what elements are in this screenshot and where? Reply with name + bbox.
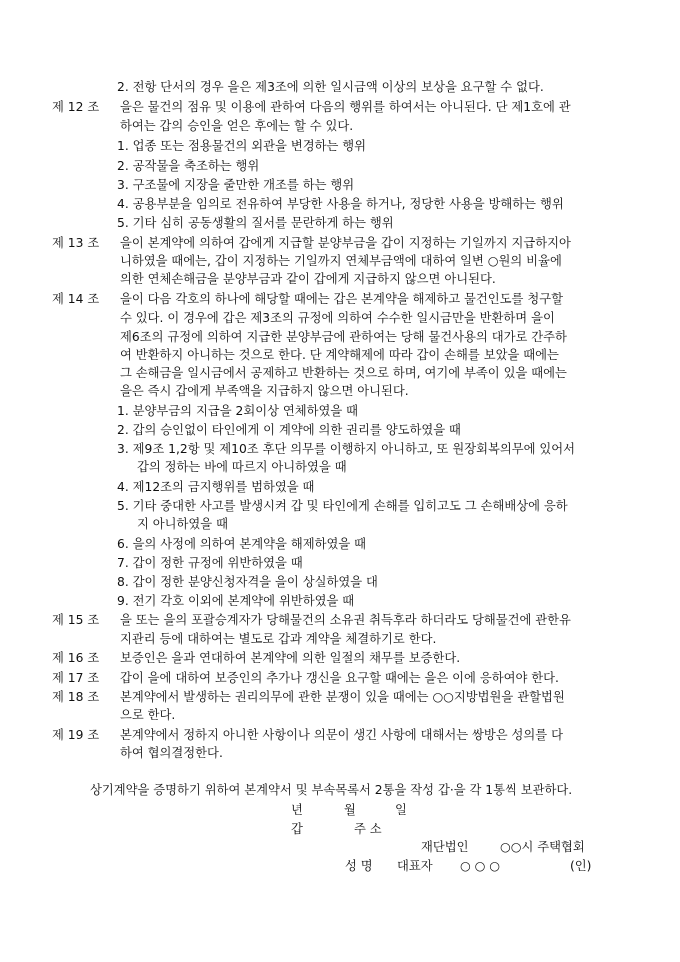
article-14-line: 을은 즉시 갑에게 부족액을 지급하지 않으면 아니된다. (120, 384, 409, 398)
foundation-label: 재단법인 (421, 840, 469, 854)
article-16-label: 제 16 조 (52, 651, 100, 665)
article-15-label: 제 15 조 (52, 613, 100, 627)
article-15-line: 지관리 등에 대하여는 별도로 갑과 계약을 체결하기로 한다. (120, 632, 437, 646)
article-14-label: 제 14 조 (52, 292, 100, 306)
name-label: 성 명 (345, 859, 373, 873)
address-label: 주 소 (354, 822, 382, 836)
article-14-item: 2. 갑의 승인없이 타인에게 이 계약에 의한 권리를 양도하였을 때 (117, 423, 461, 437)
article-14-item: 6. 을의 사정에 의하여 본계약을 해제하였을 때 (117, 537, 367, 551)
party-label: 갑 (291, 822, 303, 836)
article-14-item-continuation: 갑의 정하는 바에 따르지 아니하였을 때 (137, 460, 347, 474)
date-year-label: 년 (291, 803, 303, 817)
article-12-line-2: 하여는 갑의 승인을 얻은 후에는 할 수 있다. (120, 119, 354, 133)
seal-mark: (인) (570, 859, 592, 873)
article-14-item: 7. 갑이 정한 규정에 위반하였을 때 (117, 556, 303, 570)
article-14-item: 5. 기타 중대한 사고를 발생시켜 갑 및 타인에게 손해를 입히고도 그 손해배상에 응하 (117, 499, 568, 513)
article-12-item: 3. 구조물에 지장을 줄만한 개조를 하는 행위 (117, 178, 355, 192)
article-12-item: 4. 공용부분을 임의로 전유하여 부당한 사용을 하거나, 정당한 사용을 방해하는 행위 (117, 197, 564, 211)
article-19-label: 제 19 조 (52, 728, 100, 742)
article-13-label: 제 13 조 (52, 236, 100, 250)
article-13-line: 을이 본계약에 의하여 갑에게 지급할 분양부금을 갑이 지정하는 기일까지 지급하지아 (120, 236, 571, 250)
foundation-name: ○○시 주택협회 (500, 840, 585, 854)
article-14-line: 여 반환하지 아니하는 것으로 한다. 단 계약해제에 따라 갑이 손해를 보았을 때에는 (120, 348, 559, 362)
article-19-line: 하여 협의결정한다. (120, 746, 223, 760)
article-14-line: 수 있다. 이 경우에 갑은 제3조의 규정에 의하여 수수한 일시금만을 반환하며 을이 (120, 311, 555, 325)
article-12-line-1: 을은 물건의 점유 및 이용에 관하여 다음의 행위를 하여서는 아니된다. 단 제1호에 관 (120, 100, 571, 114)
closing-statement: 상기계약을 증명하기 위하여 본계약서 및 부속목록서 2통을 작성 갑·을 각 1통씩 보관하다. (90, 783, 573, 797)
article-14-line: 을이 다음 각호의 하나에 해당할 때에는 갑은 본계약을 해제하고 물건인도를 청구할 (120, 292, 563, 306)
article-14-item-continuation: 지 아니하였을 때 (137, 517, 228, 531)
date-month-label: 월 (344, 803, 356, 817)
article-14-item: 3. 제9조 1,2항 및 제10조 후단 의무를 이행하지 아니하고, 또 원장회복의무에 있어서 (117, 442, 576, 456)
article-13-line: 니하였을 때에는, 갑이 지정하는 기일까지 연체부금액에 대하여 일변 ○원의 비율에 (120, 254, 562, 268)
article-18-label: 제 18 조 (52, 690, 100, 704)
article-12-item: 2. 공작물을 축조하는 행위 (117, 159, 260, 173)
article-11-item-2: 2. 전항 단서의 경우 을은 제3조에 의한 일시금액 이상의 보상을 요구할 수 없다. (117, 80, 544, 94)
article-14-line: 제6조의 규정에 의하여 지급한 분양부금에 관하여는 당해 물건사용의 대가로 간주하 (120, 330, 567, 344)
article-18-line: 본계약에서 발생하는 권리의무에 관한 분쟁이 있을 때에는 ○○지방법원을 관할법원 (120, 690, 565, 704)
article-15-line: 을 또는 을의 포괄승계자가 당해물건의 소유권 취득후라 하더라도 당해물건에 관한유 (120, 613, 571, 627)
article-12-item: 1. 업종 또는 점용물건의 외관을 변경하는 행위 (117, 139, 367, 153)
article-13-line: 의한 연체손해금을 분양부금과 같이 갑에게 지급하지 않으면 아니된다. (120, 272, 496, 286)
date-day-label: 일 (395, 803, 407, 817)
article-12-label: 제 12 조 (52, 100, 100, 114)
article-14-item: 1. 분양부금의 지급을 2회이상 연체하였을 때 (117, 404, 359, 418)
representative-label: 대표자 (397, 859, 433, 873)
article-17-label: 제 17 조 (52, 671, 100, 685)
article-16-line: 보증인은 을과 연대하여 본계약에 의한 일절의 채무를 보증한다. (120, 651, 461, 665)
article-17-line: 갑이 을에 대하여 보증인의 추가나 갱신을 요구할 때에는 을은 이에 응하여야 한다. (120, 671, 559, 685)
article-14-item: 9. 전기 각호 이외에 본계약에 위반하였을 때 (117, 594, 355, 608)
article-14-item: 8. 갑이 정한 분양신청자격을 을이 상실하였을 대 (117, 575, 378, 589)
article-14-line: 그 손해금을 일시금에서 공제하고 반환하는 것으로 하며, 여기에 부족이 있을 때에는 (120, 366, 567, 380)
article-14-item: 4. 제12조의 금지행위를 범하였을 때 (117, 480, 315, 494)
article-18-line: 으로 한다. (120, 708, 176, 722)
article-19-line: 본계약에서 정하지 아니한 사항이나 의문이 생긴 사항에 대해서는 쌍방은 성의를 다 (120, 728, 563, 742)
article-12-item: 5. 기타 심히 공동생활의 질서를 문란하게 하는 행위 (117, 216, 394, 230)
representative-name-marks: ○ ○ ○ (460, 859, 501, 873)
